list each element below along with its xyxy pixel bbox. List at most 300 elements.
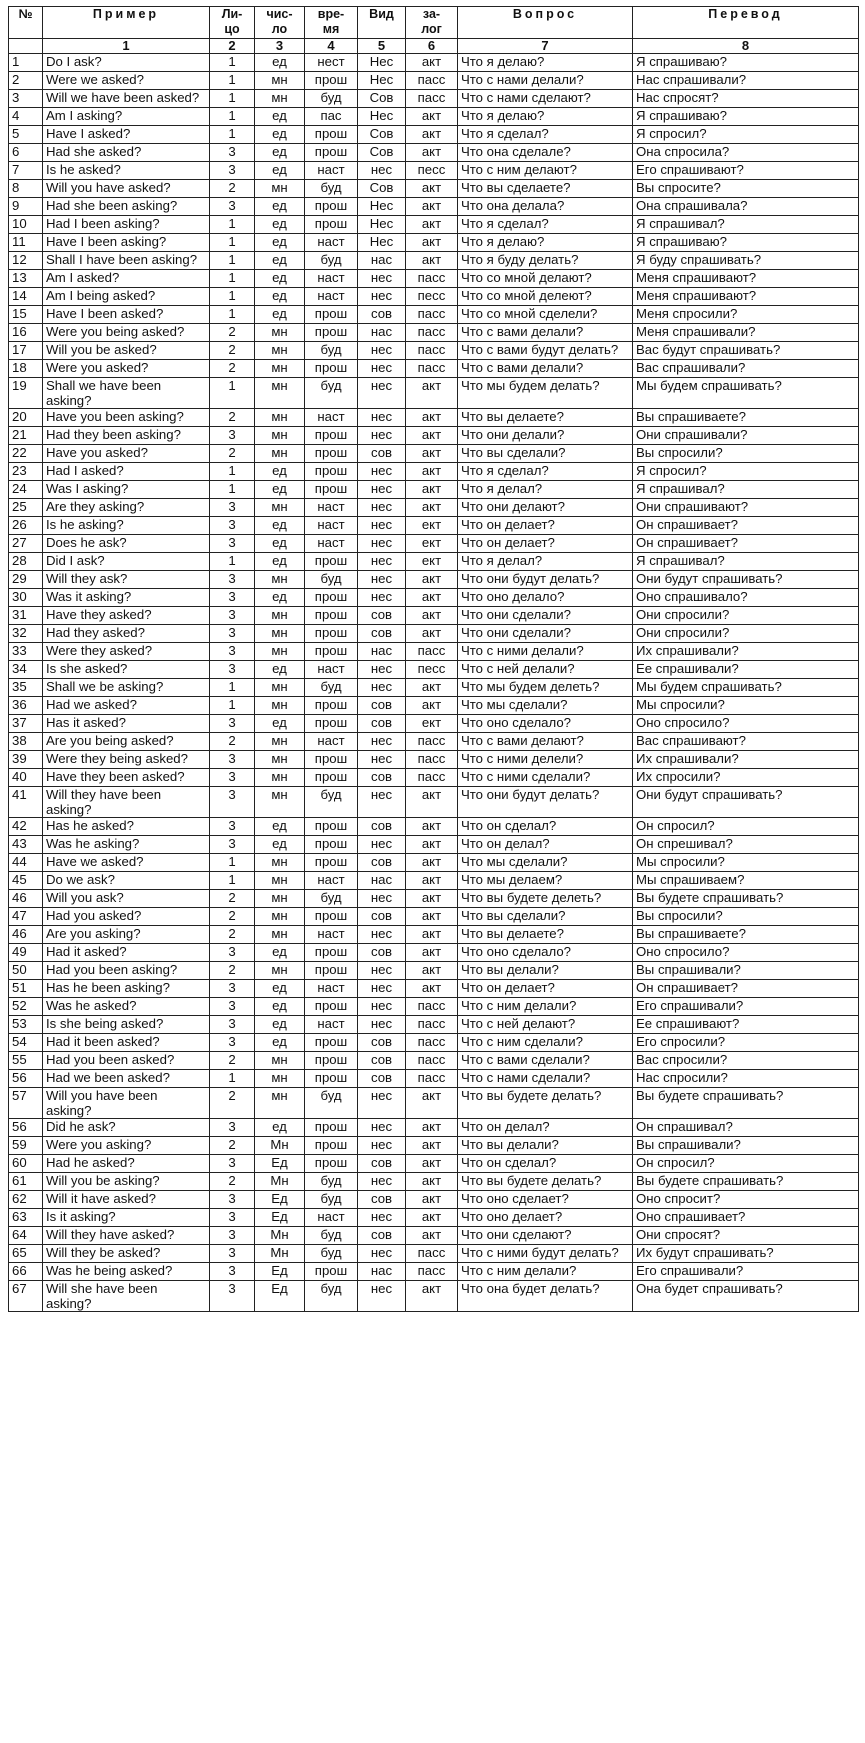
row-number-cell: 60 xyxy=(9,1155,43,1173)
row-number-cell: 16 xyxy=(9,324,43,342)
tense-cell: прош xyxy=(305,1070,358,1088)
row-number-cell: 49 xyxy=(9,944,43,962)
voice-cell: акт xyxy=(406,481,458,499)
tense-cell: буд xyxy=(305,1173,358,1191)
question-cell: Что вы будете делать? xyxy=(458,1173,633,1191)
question-cell: Что я сделал? xyxy=(458,463,633,481)
example-cell: Am I being asked? xyxy=(43,288,210,306)
table-row xyxy=(9,1070,859,1088)
translation-cell: Он спросил? xyxy=(633,1155,859,1173)
translation-cell: Мы спросили? xyxy=(633,854,859,872)
example-cell: Had we asked? xyxy=(43,697,210,715)
translation-cell: Его спрашивают? xyxy=(633,162,859,180)
person-cell: 3 xyxy=(210,1155,255,1173)
table-row xyxy=(9,378,859,409)
person-cell: 3 xyxy=(210,427,255,445)
row-number-cell: 25 xyxy=(9,499,43,517)
question-cell: Что мы делаем? xyxy=(458,872,633,890)
aspect-cell: нас xyxy=(358,872,406,890)
question-cell: Что она сделале? xyxy=(458,144,633,162)
example-cell: Will you have asked? xyxy=(43,180,210,198)
table-row xyxy=(9,1155,859,1173)
question-cell: Что со мной сделели? xyxy=(458,306,633,324)
column-number-5: 5 xyxy=(358,39,406,54)
aspect-cell: Нес xyxy=(358,198,406,216)
row-number-cell: 38 xyxy=(9,733,43,751)
grammatical-number-cell: мн xyxy=(255,908,305,926)
question-cell: Что с вами делали? xyxy=(458,324,633,342)
example-cell: Have you been asking? xyxy=(43,409,210,427)
translation-cell: Оно спрашивает? xyxy=(633,1209,859,1227)
translation-cell: Его спрашивали? xyxy=(633,1263,859,1281)
person-cell: 1 xyxy=(210,234,255,252)
table-row xyxy=(9,427,859,445)
row-number-cell: 6 xyxy=(9,144,43,162)
table-row xyxy=(9,535,859,553)
table-row xyxy=(9,72,859,90)
translation-cell: Нас спрашивали? xyxy=(633,72,859,90)
translation-cell: Вы спросили? xyxy=(633,445,859,463)
aspect-cell: Сов xyxy=(358,126,406,144)
translation-cell: Его спрашивали? xyxy=(633,998,859,1016)
grammatical-number-cell: мн xyxy=(255,342,305,360)
tense-cell: прош xyxy=(305,427,358,445)
row-number-cell: 1 xyxy=(9,54,43,72)
tense-cell: прош xyxy=(305,908,358,926)
table-row xyxy=(9,998,859,1016)
row-number-cell: 34 xyxy=(9,661,43,679)
voice-cell: акт xyxy=(406,908,458,926)
voice-cell: акт xyxy=(406,836,458,854)
example-cell: Is she asked? xyxy=(43,661,210,679)
person-cell: 3 xyxy=(210,1119,255,1137)
question-cell: Что с вами будут делать? xyxy=(458,342,633,360)
voice-cell: акт xyxy=(406,1173,458,1191)
example-cell: Will you be asked? xyxy=(43,342,210,360)
person-cell: 2 xyxy=(210,409,255,427)
example-cell: Do I ask? xyxy=(43,54,210,72)
table-row xyxy=(9,962,859,980)
translation-cell: Они будут спрашивать? xyxy=(633,787,859,818)
grammatical-number-cell: мн xyxy=(255,324,305,342)
example-cell: Had I been asking? xyxy=(43,216,210,234)
person-cell: 3 xyxy=(210,517,255,535)
question-cell: Что я делал? xyxy=(458,553,633,571)
voice-cell: пасс xyxy=(406,1070,458,1088)
grammatical-number-cell: ед xyxy=(255,553,305,571)
table-row xyxy=(9,643,859,661)
person-cell: 3 xyxy=(210,661,255,679)
tense-cell: прош xyxy=(305,589,358,607)
voice-cell: акт xyxy=(406,962,458,980)
person-cell: 3 xyxy=(210,607,255,625)
grammatical-number-cell: мн xyxy=(255,962,305,980)
grammatical-number-cell: мн xyxy=(255,427,305,445)
example-cell: Was I asking? xyxy=(43,481,210,499)
table-row xyxy=(9,625,859,643)
grammatical-number-cell: ед xyxy=(255,198,305,216)
grammatical-number-cell: мн xyxy=(255,607,305,625)
tense-cell: прош xyxy=(305,769,358,787)
example-cell: Will they have been asking? xyxy=(43,787,210,818)
person-cell: 1 xyxy=(210,553,255,571)
example-cell: Did he ask? xyxy=(43,1119,210,1137)
voice-cell: пасс xyxy=(406,306,458,324)
aspect-cell: сов xyxy=(358,306,406,324)
verb-forms-table-page xyxy=(8,6,858,1312)
grammatical-number-cell: ед xyxy=(255,216,305,234)
table-row xyxy=(9,306,859,324)
row-number-cell: 47 xyxy=(9,908,43,926)
translation-cell: Они спросили? xyxy=(633,625,859,643)
header-tense xyxy=(305,7,358,39)
grammatical-number-cell: мн xyxy=(255,769,305,787)
grammatical-number-cell: мн xyxy=(255,697,305,715)
grammatical-number-cell: ед xyxy=(255,252,305,270)
row-number-cell: 11 xyxy=(9,234,43,252)
grammatical-number-cell: ед xyxy=(255,836,305,854)
example-cell: Shall we have been asking? xyxy=(43,378,210,409)
tense-cell: наст xyxy=(305,288,358,306)
voice-cell: акт xyxy=(406,144,458,162)
person-cell: 1 xyxy=(210,872,255,890)
row-number-cell: 15 xyxy=(9,306,43,324)
question-cell: Что с ним делали? xyxy=(458,998,633,1016)
tense-cell: прош xyxy=(305,324,358,342)
translation-cell: Нас спросят? xyxy=(633,90,859,108)
table-row xyxy=(9,288,859,306)
tense-cell: прош xyxy=(305,463,358,481)
tense-cell: буд xyxy=(305,180,358,198)
tense-cell: буд xyxy=(305,342,358,360)
aspect-cell: нас xyxy=(358,1263,406,1281)
table-row xyxy=(9,1281,859,1312)
translation-cell: Он спрашивает? xyxy=(633,980,859,998)
grammatical-number-cell: ед xyxy=(255,944,305,962)
aspect-cell: сов xyxy=(358,944,406,962)
row-number-cell: 23 xyxy=(9,463,43,481)
aspect-cell: нас xyxy=(358,643,406,661)
grammatical-number-cell: ед xyxy=(255,517,305,535)
grammatical-number-cell: мн xyxy=(255,72,305,90)
person-cell: 1 xyxy=(210,306,255,324)
header-voice-text: за- лог xyxy=(421,7,442,36)
tense-cell: буд xyxy=(305,571,358,589)
example-cell: Were we asked? xyxy=(43,72,210,90)
row-number-cell: 12 xyxy=(9,252,43,270)
row-number-cell: 5 xyxy=(9,126,43,144)
translation-cell: Вы спросили? xyxy=(633,908,859,926)
voice-cell: акт xyxy=(406,427,458,445)
question-cell: Что с ним делали? xyxy=(458,1263,633,1281)
voice-cell: пасс xyxy=(406,1245,458,1263)
aspect-cell: сов xyxy=(358,607,406,625)
aspect-cell: сов xyxy=(358,697,406,715)
question-cell: Что он делал? xyxy=(458,1119,633,1137)
header-voice xyxy=(406,7,458,39)
person-cell: 3 xyxy=(210,1263,255,1281)
tense-cell: прош xyxy=(305,445,358,463)
table-row xyxy=(9,980,859,998)
translation-cell: Меня спрашивают? xyxy=(633,288,859,306)
translation-cell: Ее спрашивают? xyxy=(633,1016,859,1034)
aspect-cell: нес xyxy=(358,162,406,180)
translation-cell: Он спросил? xyxy=(633,818,859,836)
example-cell: Had they asked? xyxy=(43,625,210,643)
voice-cell: песс xyxy=(406,661,458,679)
translation-cell: Вы спрашивали? xyxy=(633,962,859,980)
grammatical-number-cell: ед xyxy=(255,535,305,553)
tense-cell: прош xyxy=(305,751,358,769)
example-cell: Was he asking? xyxy=(43,836,210,854)
person-cell: 3 xyxy=(210,818,255,836)
table-row xyxy=(9,697,859,715)
tense-cell: нест xyxy=(305,54,358,72)
grammatical-number-cell: мн xyxy=(255,733,305,751)
example-cell: Were they asked? xyxy=(43,643,210,661)
grammatical-number-cell: ед xyxy=(255,126,305,144)
table-row xyxy=(9,818,859,836)
row-number-cell: 40 xyxy=(9,769,43,787)
voice-cell: ект xyxy=(406,715,458,733)
example-cell: Was it asking? xyxy=(43,589,210,607)
aspect-cell: нас xyxy=(358,324,406,342)
translation-cell: Их будут спрашивать? xyxy=(633,1245,859,1263)
example-cell: Is it asking? xyxy=(43,1209,210,1227)
table-row xyxy=(9,234,859,252)
person-cell: 2 xyxy=(210,733,255,751)
question-cell: Что вы делаете? xyxy=(458,409,633,427)
question-cell: Что вы будете делеть? xyxy=(458,890,633,908)
aspect-cell: нес xyxy=(358,926,406,944)
aspect-cell: Сов xyxy=(358,90,406,108)
person-cell: 3 xyxy=(210,751,255,769)
verb-forms-table xyxy=(8,6,859,1312)
question-cell: Что с вами сделали? xyxy=(458,1052,633,1070)
voice-cell: пасс xyxy=(406,733,458,751)
tense-cell: наст xyxy=(305,733,358,751)
table-row xyxy=(9,553,859,571)
aspect-cell: сов xyxy=(358,818,406,836)
person-cell: 1 xyxy=(210,854,255,872)
voice-cell: акт xyxy=(406,1281,458,1312)
tense-cell: прош xyxy=(305,216,358,234)
question-cell: Что он делает? xyxy=(458,535,633,553)
voice-cell: акт xyxy=(406,589,458,607)
tense-cell: прош xyxy=(305,818,358,836)
person-cell: 1 xyxy=(210,252,255,270)
person-cell: 3 xyxy=(210,836,255,854)
translation-cell: Они будут спрашивать? xyxy=(633,571,859,589)
table-row xyxy=(9,1209,859,1227)
aspect-cell: нес xyxy=(358,1281,406,1312)
column-number-0 xyxy=(9,39,43,54)
tense-cell: прош xyxy=(305,643,358,661)
row-number-cell: 21 xyxy=(9,427,43,445)
grammatical-number-cell: мн xyxy=(255,1052,305,1070)
voice-cell: акт xyxy=(406,1155,458,1173)
question-cell: Что я делал? xyxy=(458,481,633,499)
person-cell: 1 xyxy=(210,378,255,409)
aspect-cell: нас xyxy=(358,252,406,270)
tense-cell: прош xyxy=(305,1052,358,1070)
example-cell: Does he ask? xyxy=(43,535,210,553)
voice-cell: акт xyxy=(406,571,458,589)
voice-cell: акт xyxy=(406,54,458,72)
grammatical-number-cell: мн xyxy=(255,180,305,198)
tense-cell: буд xyxy=(305,1281,358,1312)
header-tense-text: вре- мя xyxy=(317,7,345,36)
row-number-cell: 64 xyxy=(9,1227,43,1245)
row-number-cell: 33 xyxy=(9,643,43,661)
column-number-4: 4 xyxy=(305,39,358,54)
header-number-gram-text: чис- ло xyxy=(266,7,293,36)
voice-cell: акт xyxy=(406,679,458,697)
grammatical-number-cell: ед xyxy=(255,162,305,180)
voice-cell: ект xyxy=(406,553,458,571)
example-cell: Will we have been asked? xyxy=(43,90,210,108)
person-cell: 1 xyxy=(210,126,255,144)
table-row xyxy=(9,1227,859,1245)
aspect-cell: нес xyxy=(358,463,406,481)
table-row xyxy=(9,252,859,270)
aspect-cell: нес xyxy=(358,378,406,409)
question-cell: Что вы сделали? xyxy=(458,908,633,926)
header-number-gram xyxy=(255,7,305,39)
translation-cell: Вы будете спрашивать? xyxy=(633,890,859,908)
aspect-cell: сов xyxy=(358,1155,406,1173)
voice-cell: пасс xyxy=(406,342,458,360)
translation-cell: Оно спросило? xyxy=(633,944,859,962)
person-cell: 1 xyxy=(210,288,255,306)
tense-cell: наст xyxy=(305,872,358,890)
row-number-cell: 54 xyxy=(9,1034,43,1052)
person-cell: 2 xyxy=(210,360,255,378)
voice-cell: акт xyxy=(406,378,458,409)
question-cell: Что с ними будут делать? xyxy=(458,1245,633,1263)
row-number-cell: 26 xyxy=(9,517,43,535)
aspect-cell: нес xyxy=(358,980,406,998)
table-row xyxy=(9,1137,859,1155)
example-cell: Do we ask? xyxy=(43,872,210,890)
voice-cell: ект xyxy=(406,535,458,553)
voice-cell: акт xyxy=(406,1227,458,1245)
aspect-cell: нес xyxy=(358,661,406,679)
grammatical-number-cell: ед xyxy=(255,980,305,998)
table-row xyxy=(9,324,859,342)
question-cell: Что с вами делают? xyxy=(458,733,633,751)
example-cell: Have they asked? xyxy=(43,607,210,625)
table-row xyxy=(9,162,859,180)
voice-cell: пасс xyxy=(406,751,458,769)
table-row xyxy=(9,1191,859,1209)
grammatical-number-cell: Ед xyxy=(255,1209,305,1227)
aspect-cell: нес xyxy=(358,589,406,607)
voice-cell: акт xyxy=(406,980,458,998)
table-row xyxy=(9,216,859,234)
table-row xyxy=(9,787,859,818)
person-cell: 3 xyxy=(210,643,255,661)
aspect-cell: нес xyxy=(358,1209,406,1227)
person-cell: 3 xyxy=(210,144,255,162)
grammatical-number-cell: Ед xyxy=(255,1263,305,1281)
translation-cell: Я спросил? xyxy=(633,463,859,481)
translation-cell: Я спросил? xyxy=(633,126,859,144)
tense-cell: прош xyxy=(305,553,358,571)
person-cell: 1 xyxy=(210,270,255,288)
tense-cell: прош xyxy=(305,1137,358,1155)
translation-cell: Вы будете спрашивать? xyxy=(633,1173,859,1191)
header-translation: Перевод xyxy=(633,7,859,39)
grammatical-number-cell: мн xyxy=(255,499,305,517)
grammatical-number-cell: мн xyxy=(255,872,305,890)
voice-cell: ект xyxy=(406,517,458,535)
aspect-cell: Нес xyxy=(358,234,406,252)
column-number-8: 8 xyxy=(633,39,859,54)
row-number-cell: 3 xyxy=(9,90,43,108)
voice-cell: акт xyxy=(406,463,458,481)
tense-cell: прош xyxy=(305,1119,358,1137)
translation-cell: Я спрашивал? xyxy=(633,481,859,499)
translation-cell: Их спросили? xyxy=(633,769,859,787)
tense-cell: наст xyxy=(305,517,358,535)
voice-cell: акт xyxy=(406,1209,458,1227)
question-cell: Что вы делали? xyxy=(458,962,633,980)
example-cell: Did I ask? xyxy=(43,553,210,571)
question-cell: Что вы делали? xyxy=(458,1137,633,1155)
row-number-cell: 8 xyxy=(9,180,43,198)
translation-cell: Он спрашивал? xyxy=(633,1119,859,1137)
grammatical-number-cell: ед xyxy=(255,1119,305,1137)
voice-cell: пасс xyxy=(406,643,458,661)
table-row xyxy=(9,715,859,733)
column-number-3: 3 xyxy=(255,39,305,54)
row-number-cell: 65 xyxy=(9,1245,43,1263)
tense-cell: прош xyxy=(305,198,358,216)
row-number-cell: 24 xyxy=(9,481,43,499)
voice-cell: акт xyxy=(406,180,458,198)
tense-cell: наст xyxy=(305,234,358,252)
voice-cell: акт xyxy=(406,854,458,872)
table-row xyxy=(9,854,859,872)
person-cell: 1 xyxy=(210,108,255,126)
tense-cell: наст xyxy=(305,661,358,679)
voice-cell: акт xyxy=(406,872,458,890)
voice-cell: пасс xyxy=(406,72,458,90)
example-cell: Shall we be asking? xyxy=(43,679,210,697)
table-row xyxy=(9,661,859,679)
question-cell: Что я сделал? xyxy=(458,216,633,234)
tense-cell: прош xyxy=(305,360,358,378)
table-row xyxy=(9,1034,859,1052)
example-cell: Were you asked? xyxy=(43,360,210,378)
table-row xyxy=(9,180,859,198)
example-cell: Has he asked? xyxy=(43,818,210,836)
grammatical-number-cell: мн xyxy=(255,90,305,108)
tense-cell: наст xyxy=(305,1016,358,1034)
person-cell: 2 xyxy=(210,180,255,198)
grammatical-number-cell: ед xyxy=(255,715,305,733)
question-cell: Что с нами делали? xyxy=(458,72,633,90)
aspect-cell: нес xyxy=(358,733,406,751)
person-cell: 1 xyxy=(210,90,255,108)
voice-cell: акт xyxy=(406,234,458,252)
tense-cell: буд xyxy=(305,1245,358,1263)
aspect-cell: нес xyxy=(358,409,406,427)
example-cell: Were you asking? xyxy=(43,1137,210,1155)
grammatical-number-cell: ед xyxy=(255,144,305,162)
example-cell: Have I asked? xyxy=(43,126,210,144)
